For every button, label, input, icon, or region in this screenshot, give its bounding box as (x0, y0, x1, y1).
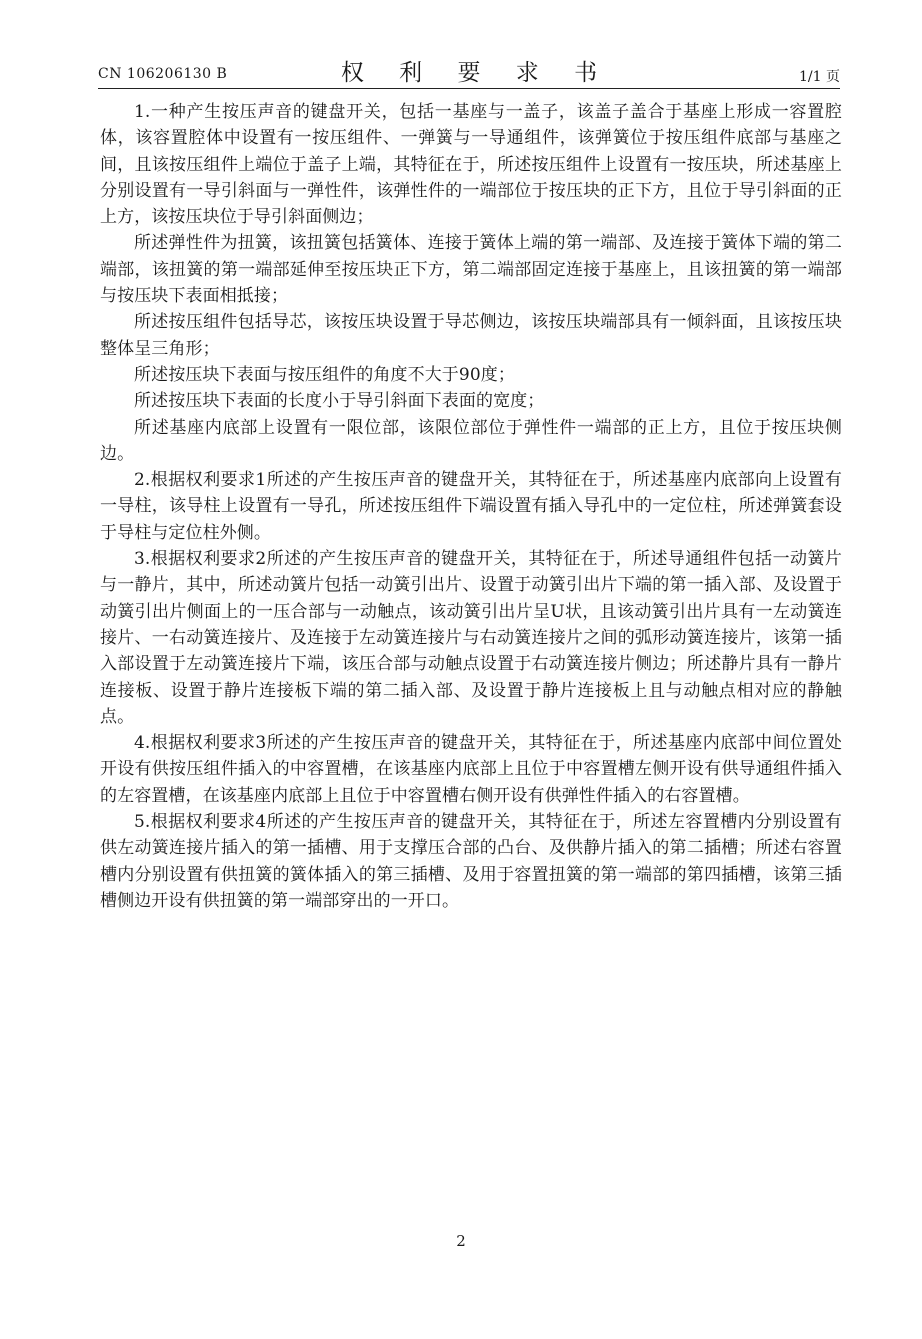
header-divider (98, 88, 840, 89)
claim-1-clause-limit: 所述基座内底部上设置有一限位部，该限位部位于弹性件一端部的正上方，且位于按压块侧边。 (100, 417, 842, 464)
claim-3: 3.根据权利要求2所述的产生按压声音的键盘开关，其特征在于，所述导通组件包括一动簧片与一静片，其中，所述动簧片包括一动簧引出片、设置于动簧引出片下端的第一插入部、及设置于动簧引出片侧面上的一压合部与一动触点，该动簧引出片呈U状，且该动簧引出片具有一左动簧连接片、一右动簧连接片、及连接于左动簧连接片与右动簧连接片之间的弧形动簧连接片，该第一插入部设置于左动簧连接片下端，该压合部与动触点设置于右动簧连接片侧边；所述静片具有一静片连接板、设置于静片连接板下端的第二插入部、及设置于静片连接板上且与动触点相对应的静触点。 (100, 549, 842, 727)
page-title: 权 利 要 求 书 (340, 60, 612, 86)
page-count: 1/1 页 (799, 69, 840, 85)
claim-1-clause-angle: 所述按压块下表面与按压组件的角度不大于90度； (134, 364, 515, 385)
claims-body (100, 99, 842, 914)
claim-1-clause-length: 所述按压块下表面的长度小于导引斜面下表面的宽度； (134, 391, 545, 412)
claim-1: 1.一种产生按压声音的键盘开关，包括一基座与一盖子，该盖子盖合于基座上形成一容置腔体，该容置腔体中设置有一按压组件、一弹簧与一导通组件，该弹簧位于按压组件底部与基座之间，且该按压组件上端位于盖子上端，其特征在于，所述按压组件上设置有一按压块，所述基座上分别设置有一导引斜面与一弹性件，该弹性件的一端部位于按压块的正下方，且位于导引斜面的正上方，该按压块位于导引斜面侧边； (100, 102, 842, 228)
claim-5: 5.根据权利要求4所述的产生按压声音的键盘开关，其特征在于，所述左容置槽内分别设置有供左动簧连接片插入的第一插槽、用于支撑压合部的凸台、及供静片插入的第二插槽；所述右容置槽内分别设置有供扭簧的簧体插入的第三插槽、及用于容置扭簧的第一端部的第四插槽，该第三插槽侧边开设有供扭簧的第一端部穿出的一开口。 (100, 812, 842, 911)
claim-1-clause-torsion-spring: 所述弹性件为扭簧，该扭簧包括簧体、连接于簧体上端的第一端部、及连接于簧体下端的第二端部，该扭簧的第一端部延伸至按压块正下方，第二端部固定连接于基座上，且该扭簧的第一端部与按压块下表面相抵接； (100, 233, 842, 307)
page-number: 2 (456, 1232, 466, 1250)
page-header (98, 52, 840, 86)
document-number: CN 106206130 B (98, 66, 228, 82)
claim-2: 2.根据权利要求1所述的产生按压声音的键盘开关，其特征在于，所述基座内底部向上设置有一导柱，该导柱上设置有一导孔，所述按压组件下端设置有插入导孔中的一定位柱，所述弹簧套设于导柱与定位柱外侧。 (100, 470, 842, 543)
claim-4: 4.根据权利要求3所述的产生按压声音的键盘开关，其特征在于，所述基座内底部中间位置处开设有供按压组件插入的中容置槽，在该基座内底部上且位于中容置槽左侧开设有供导通组件插入的左容置槽，在该基座内底部上且位于中容置槽右侧开设有供弹性件插入的右容置槽。 (100, 733, 842, 806)
claim-1-clause-guide-core: 所述按压组件包括导芯，该按压块设置于导芯侧边，该按压块端部具有一倾斜面，且该按压块整体呈三角形； (100, 312, 842, 359)
